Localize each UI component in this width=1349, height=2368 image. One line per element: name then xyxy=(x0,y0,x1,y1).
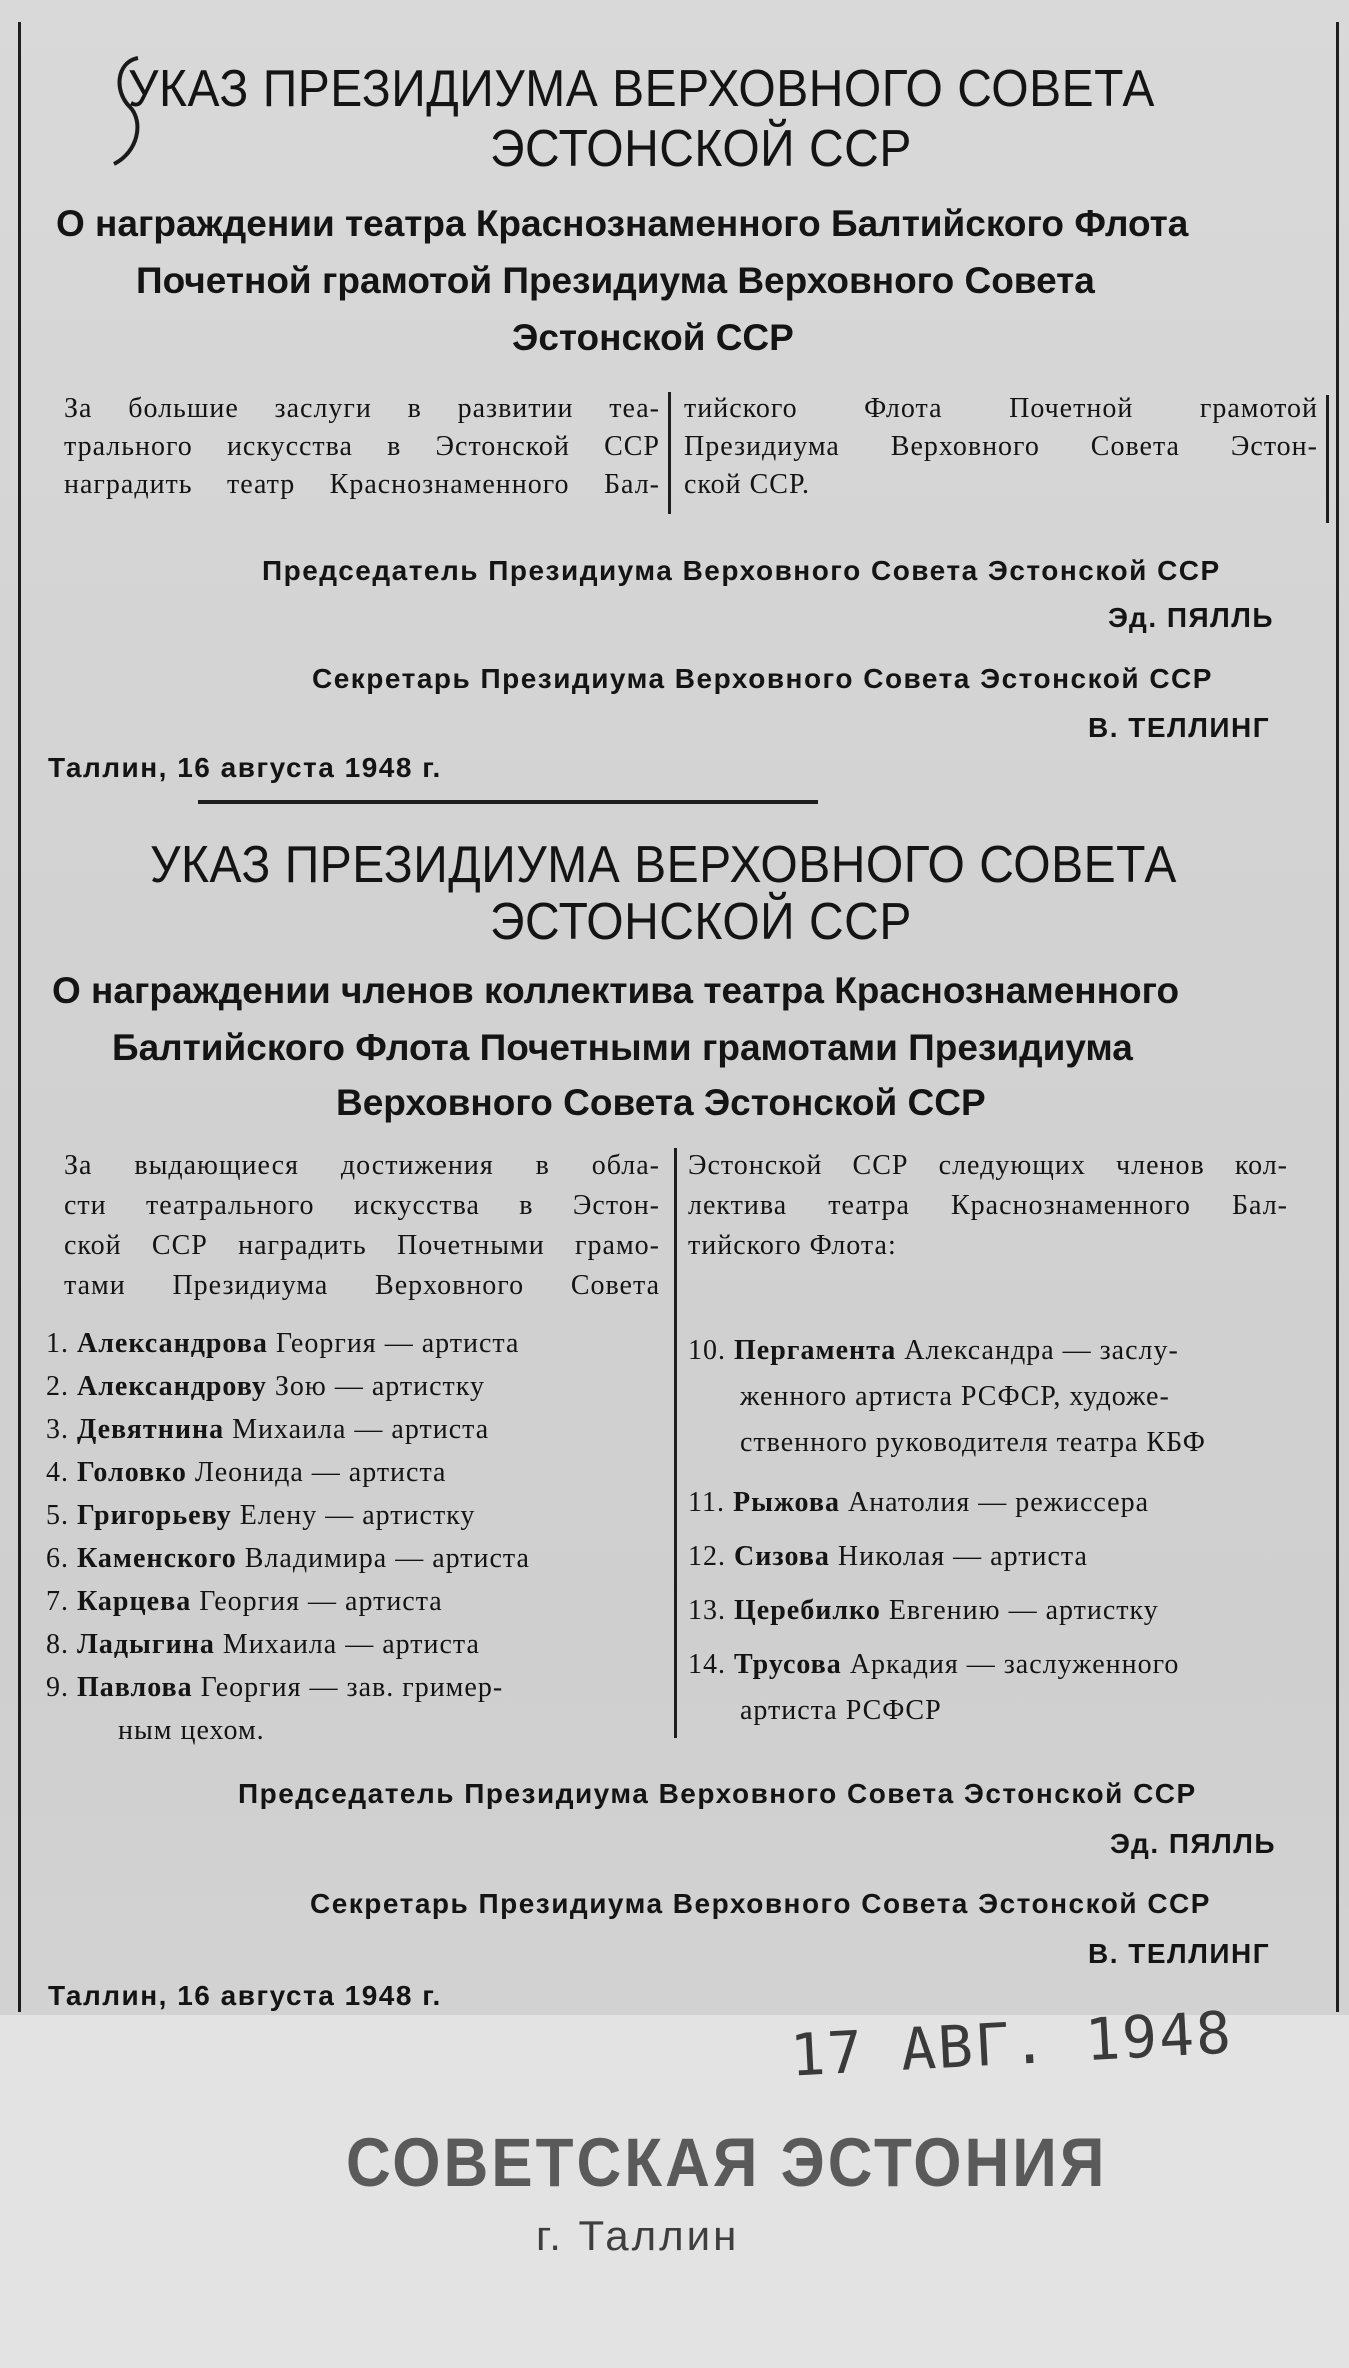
decree2-subtitle-line2: Балтийского Флота Почетными грамотами Президиума xyxy=(112,1027,1133,1068)
decree2-body-left-line: ской ССР наградить Почетными грамо- xyxy=(64,1230,660,1261)
list-item-number: 6. xyxy=(46,1543,69,1574)
list-item-surname: Карцева xyxy=(77,1586,192,1617)
list-item-surname: Пергамента xyxy=(734,1335,897,1366)
decree2-column-rule xyxy=(674,1148,677,1738)
list-item-number: 8. xyxy=(46,1629,69,1660)
list-item-surname: Рыжова xyxy=(732,1487,840,1518)
list-item xyxy=(688,1480,1308,1526)
decree2-subtitle-line3: Верховного Совета Эстонской ССР xyxy=(336,1082,986,1123)
list-item-surname: Каменского xyxy=(77,1543,237,1574)
list-item-number: 5. xyxy=(46,1500,69,1531)
decree1-body-right xyxy=(684,390,1318,504)
decree2-body-right-line: Эстонской ССР следующих членов кол- xyxy=(688,1150,1288,1181)
list-item-text: Зою — артистку xyxy=(266,1371,486,1402)
list-item-surname: Головко xyxy=(77,1457,187,1488)
list-item-text: Владимира — артиста xyxy=(236,1543,530,1574)
list-item-text: Александра — заслу- xyxy=(896,1335,1179,1366)
list-item xyxy=(46,1623,666,1666)
decree2-chairman-title: Председатель Президиума Верховного Совета Эстонской ССР xyxy=(238,1778,1197,1809)
list-item-surname: Девятнина xyxy=(77,1414,225,1445)
decree1-body-left xyxy=(64,390,660,504)
decree1-title-line2: ЭСТОНСКОЙ ССР xyxy=(490,120,912,179)
list-item-number: 11. xyxy=(688,1487,725,1518)
date-received-stamp: 17 АВГ. 1948 xyxy=(788,1998,1235,2090)
list-item-text: Евгению — артистку xyxy=(880,1595,1159,1626)
list-item-text: Георгия — артиста xyxy=(191,1586,443,1617)
decree2-body-right-line: тийского Флота: xyxy=(688,1230,897,1261)
decree1-body-left-line: трального искусства в Эстонской ССР xyxy=(64,431,660,462)
decree2-body-left xyxy=(64,1146,660,1306)
award-list-right xyxy=(688,1328,1308,1734)
decree2-title-line2: ЭСТОНСКОЙ ССР xyxy=(490,893,912,952)
list-item-surname: Трусова xyxy=(734,1649,842,1680)
decree2-place-date: Таллин, 16 августа 1948 г. xyxy=(48,1980,442,2011)
list-item-surname: Сизова xyxy=(734,1541,830,1572)
list-item xyxy=(688,1328,1308,1374)
decree1-place-date: Таллин, 16 августа 1948 г. xyxy=(48,752,442,783)
award-list-left xyxy=(46,1322,666,1752)
list-item-surname: Павлова xyxy=(77,1672,193,1703)
decree1-subtitle-line2: Почетной грамотой Президиума Верховного Совета xyxy=(136,260,1095,301)
list-item-surname: Ладыгина xyxy=(77,1629,215,1660)
list-item xyxy=(46,1580,666,1623)
list-item-text: Михаила — артиста xyxy=(214,1629,480,1660)
list-item-text: Георгия — артиста xyxy=(267,1328,520,1359)
list-item-number: 12. xyxy=(688,1541,726,1572)
list-item-continuation: ным цехом. xyxy=(118,1715,265,1746)
decree1-title-line1: УКАЗ ПРЕЗИДИУМА ВЕРХОВНОГО СОВЕТА xyxy=(128,60,1155,119)
list-item xyxy=(46,1451,666,1494)
decree2-chairman-name: Эд. ПЯЛЛЬ xyxy=(1110,1828,1277,1859)
list-item-surname: Александрова xyxy=(77,1328,268,1359)
list-item xyxy=(688,1534,1308,1580)
list-item xyxy=(688,1642,1308,1688)
decree1-body-left-line: За большие заслуги в развитии теа- xyxy=(64,393,660,424)
list-item-text: Аркадия — заслуженного xyxy=(841,1649,1180,1680)
list-item-number: 14. xyxy=(688,1649,726,1680)
list-item-continuation: женного артиста РСФСР, художе- xyxy=(740,1381,1170,1412)
list-item-number: 7. xyxy=(46,1586,69,1617)
decree1-body-right-line: ской ССР. xyxy=(684,469,811,500)
list-item-text: Георгия — зав. гример- xyxy=(192,1672,504,1703)
decree2-secretary-title: Секретарь Президиума Верховного Совета Эстонской ССР xyxy=(310,1888,1211,1919)
decree-divider xyxy=(198,800,818,804)
list-item-surname: Григорьеву xyxy=(77,1500,232,1531)
list-item-number: 3. xyxy=(46,1414,69,1445)
decree1-body-left-line: наградить театр Краснознаменного Бал- xyxy=(64,469,660,500)
decree2-body-left-line: тами Президиума Верховного Совета xyxy=(64,1270,660,1301)
decree2-subtitle-line1: О награждении членов коллектива театра Краснознаменного xyxy=(52,970,1180,1011)
list-item-number: 4. xyxy=(46,1457,69,1488)
list-item-number: 9. xyxy=(46,1672,69,1703)
decree1-right-rule xyxy=(1326,395,1329,523)
decree1-chairman-name: Эд. ПЯЛЛЬ xyxy=(1108,602,1275,633)
decree2-body-right-line: лектива театра Краснознаменного Бал- xyxy=(688,1190,1288,1221)
list-item xyxy=(46,1365,666,1408)
list-item-continuation: ственного руководителя театра КБФ xyxy=(740,1427,1206,1458)
decree1-secretary-title: Секретарь Президиума Верховного Совета Эстонской ССР xyxy=(312,663,1213,694)
list-item-surname: Церебилко xyxy=(734,1595,881,1626)
list-item-number: 2. xyxy=(46,1371,69,1402)
list-item xyxy=(46,1408,666,1451)
decree2-body-right xyxy=(688,1146,1288,1266)
list-item-text: Михаила — артиста xyxy=(224,1414,490,1445)
list-item-text: Леонида — артиста xyxy=(186,1457,447,1488)
list-item xyxy=(688,1588,1308,1634)
decree1-body-right-line: Президиума Верховного Совета Эстон- xyxy=(684,431,1318,462)
decree1-column-rule xyxy=(668,392,671,514)
list-item xyxy=(46,1322,666,1365)
list-item xyxy=(46,1494,666,1537)
decree1-subtitle-line3: Эстонской ССР xyxy=(512,317,794,358)
list-item-continuation: артиста РСФСР xyxy=(740,1695,942,1726)
decree2-title-line1: УКАЗ ПРЕЗИДИУМА ВЕРХОВНОГО СОВЕТА xyxy=(150,836,1177,895)
decree2-secretary-name: В. ТЕЛЛИНГ xyxy=(1088,1938,1271,1969)
list-item xyxy=(46,1666,666,1709)
list-item-number: 10. xyxy=(688,1335,726,1366)
list-item-number: 1. xyxy=(46,1328,69,1359)
newspaper-name-stamp: СОВЕТСКАЯ ЭСТОНИЯ xyxy=(346,2125,1108,2202)
decree1-body-right-line: тийского Флота Почетной грамотой xyxy=(684,393,1318,424)
decree1-subtitle-line1: О награждении театра Краснознаменного Балтийского Флота xyxy=(56,203,1189,244)
list-item xyxy=(46,1537,666,1580)
list-item-number: 13. xyxy=(688,1595,726,1626)
list-item-text: Анатолия — режиссера xyxy=(839,1487,1150,1518)
list-item-text: Николая — артиста xyxy=(829,1541,1088,1572)
list-item-surname: Александрову xyxy=(77,1371,267,1402)
decree1-secretary-name: В. ТЕЛЛИНГ xyxy=(1088,712,1271,743)
decree2-body-left-line: сти театрального искусства в Эстон- xyxy=(64,1190,660,1221)
decree1-chairman-title: Председатель Президиума Верховного Совета Эстонской ССР xyxy=(262,555,1221,586)
list-item-text: Елену — артистку xyxy=(231,1500,476,1531)
decree2-body-left-line: За выдающиеся достижения в обла- xyxy=(64,1150,660,1181)
city-stamp: г. Таллин xyxy=(536,2212,740,2259)
